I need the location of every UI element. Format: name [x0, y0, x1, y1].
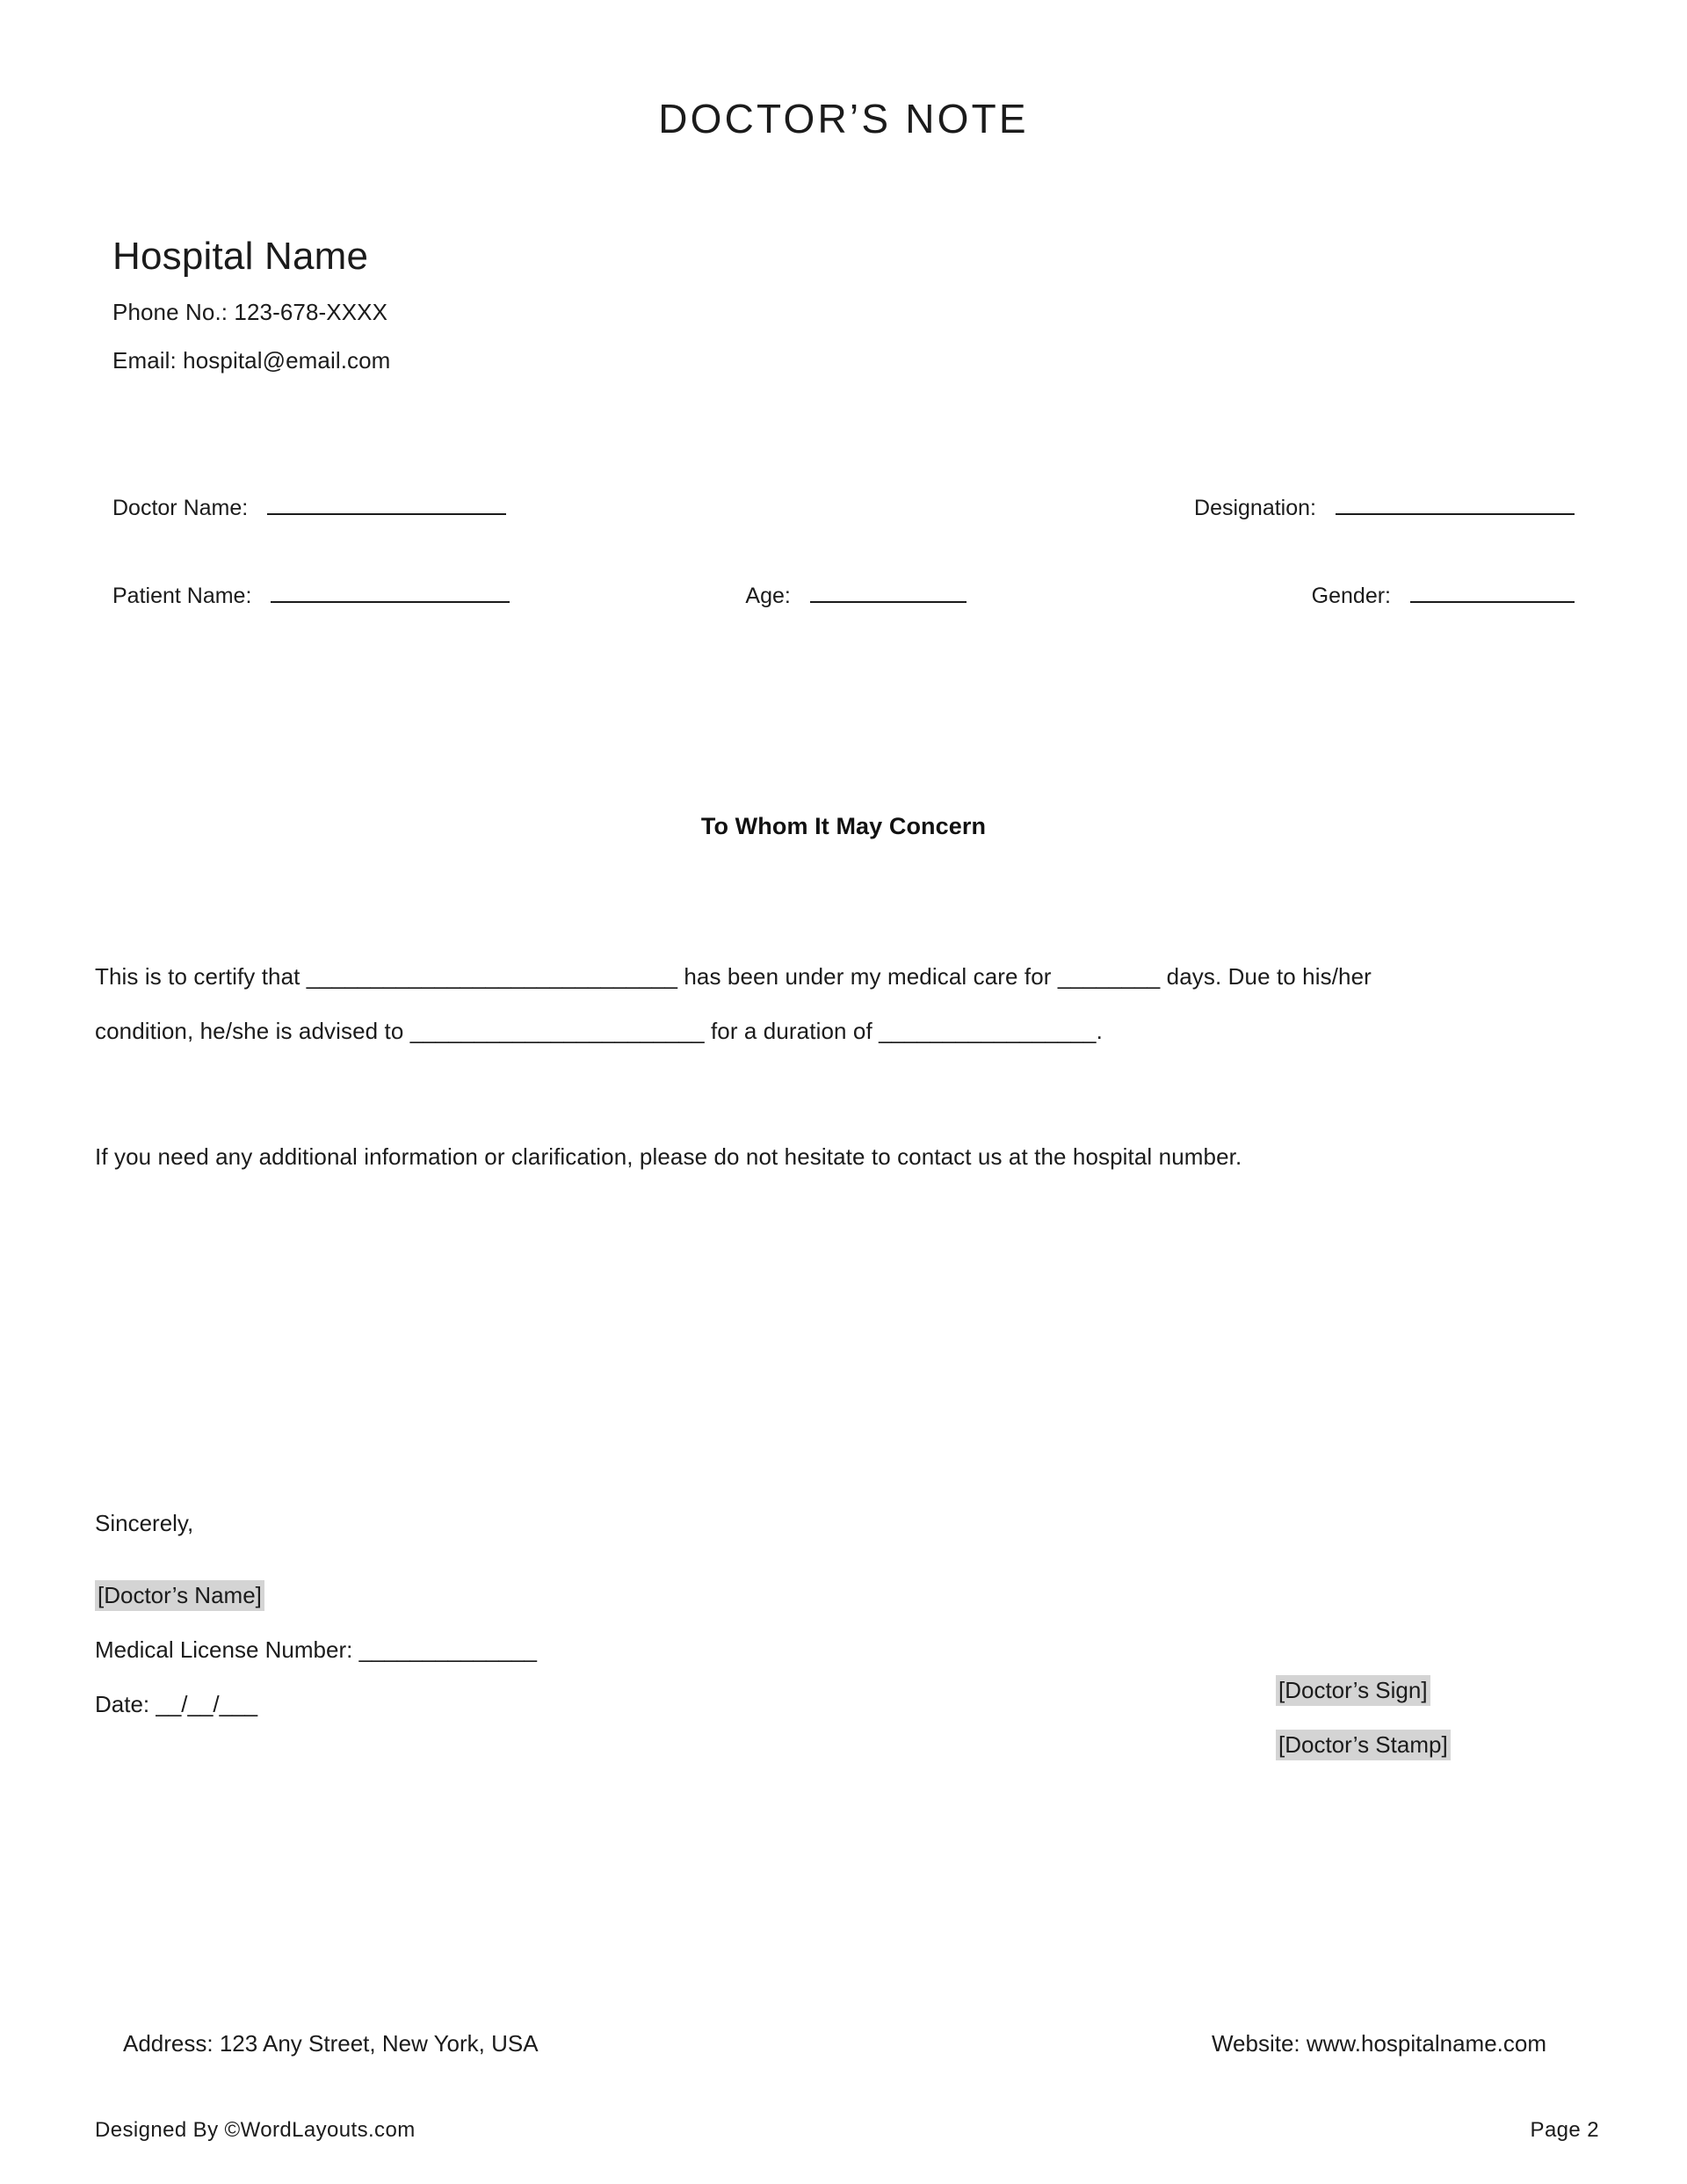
doctor-name-field	[112, 490, 506, 521]
certify-paragraph	[95, 949, 1589, 1058]
hospital-header	[112, 236, 390, 374]
patient-name-field	[112, 578, 510, 609]
gender-input[interactable]	[1410, 578, 1575, 603]
age-label: Age:	[745, 584, 791, 608]
hospital-name: Hospital Name	[112, 235, 369, 278]
patient-name-label: Patient Name:	[112, 584, 252, 608]
age-field	[745, 578, 966, 609]
contact-line: If you need any additional information or clarification, please do not hesitate to contact us at the hospital number.	[95, 1143, 1242, 1170]
footer-contact-row	[123, 2030, 1564, 2057]
patient-name-input[interactable]	[271, 578, 510, 603]
salutation-heading: To Whom It May Concern	[700, 813, 987, 839]
doctor-designation-row	[112, 490, 1575, 521]
gender-label: Gender:	[1311, 584, 1391, 608]
date-field[interactable]: Date: __/__/___	[95, 1691, 258, 1717]
gender-field	[1312, 578, 1575, 609]
designation-input[interactable]	[1336, 490, 1575, 515]
sincerely-line	[95, 1510, 193, 1537]
doctor-sign-row	[1276, 1677, 1430, 1704]
date-row	[95, 1691, 257, 1718]
footer-designer-credit[interactable]: Designed By ©WordLayouts.com	[95, 2118, 416, 2142]
designation-field	[1194, 490, 1575, 521]
certify-line-1: This is to certify that _____________________________ has been under my medical care for ________ days. Due to his/her	[95, 963, 1372, 990]
age-input[interactable]	[810, 578, 967, 603]
hospital-phone: Phone No.: 123-678-XXXX	[112, 299, 388, 326]
footer-credit-row	[95, 2118, 1599, 2143]
doctor-sign-placeholder[interactable]: [Doctor’s Sign]	[1276, 1675, 1430, 1706]
doctor-name-label: Doctor Name:	[112, 496, 249, 520]
designation-label: Designation:	[1194, 496, 1316, 520]
doctor-stamp-placeholder[interactable]: [Doctor’s Stamp]	[1276, 1730, 1451, 1760]
patient-age-gender-row	[112, 578, 1575, 609]
license-row	[95, 1636, 537, 1664]
page-title: DOCTOR’S NOTE	[658, 96, 1029, 141]
doctor-name-placeholder[interactable]: [Doctor’s Name]	[95, 1580, 264, 1611]
certify-line-2: condition, he/she is advised to _______________________ for a duration of _________________.	[95, 1018, 1103, 1044]
hospital-email: Email: hospital@email.com	[112, 347, 391, 374]
contact-paragraph	[95, 1129, 1589, 1184]
doctor-name-input[interactable]	[267, 490, 506, 515]
footer-website[interactable]: Website: www.hospitalname.com	[1211, 2030, 1546, 2057]
footer-page-number: Page 2	[1530, 2118, 1599, 2142]
doctor-stamp-row	[1276, 1731, 1451, 1759]
doctor-name-placeholder-row	[95, 1582, 264, 1609]
medical-license-number[interactable]: Medical License Number: ______________	[95, 1636, 538, 1663]
sincerely-text: Sincerely,	[95, 1510, 194, 1536]
footer-address: Address: 123 Any Street, New York, USA	[123, 2030, 539, 2057]
